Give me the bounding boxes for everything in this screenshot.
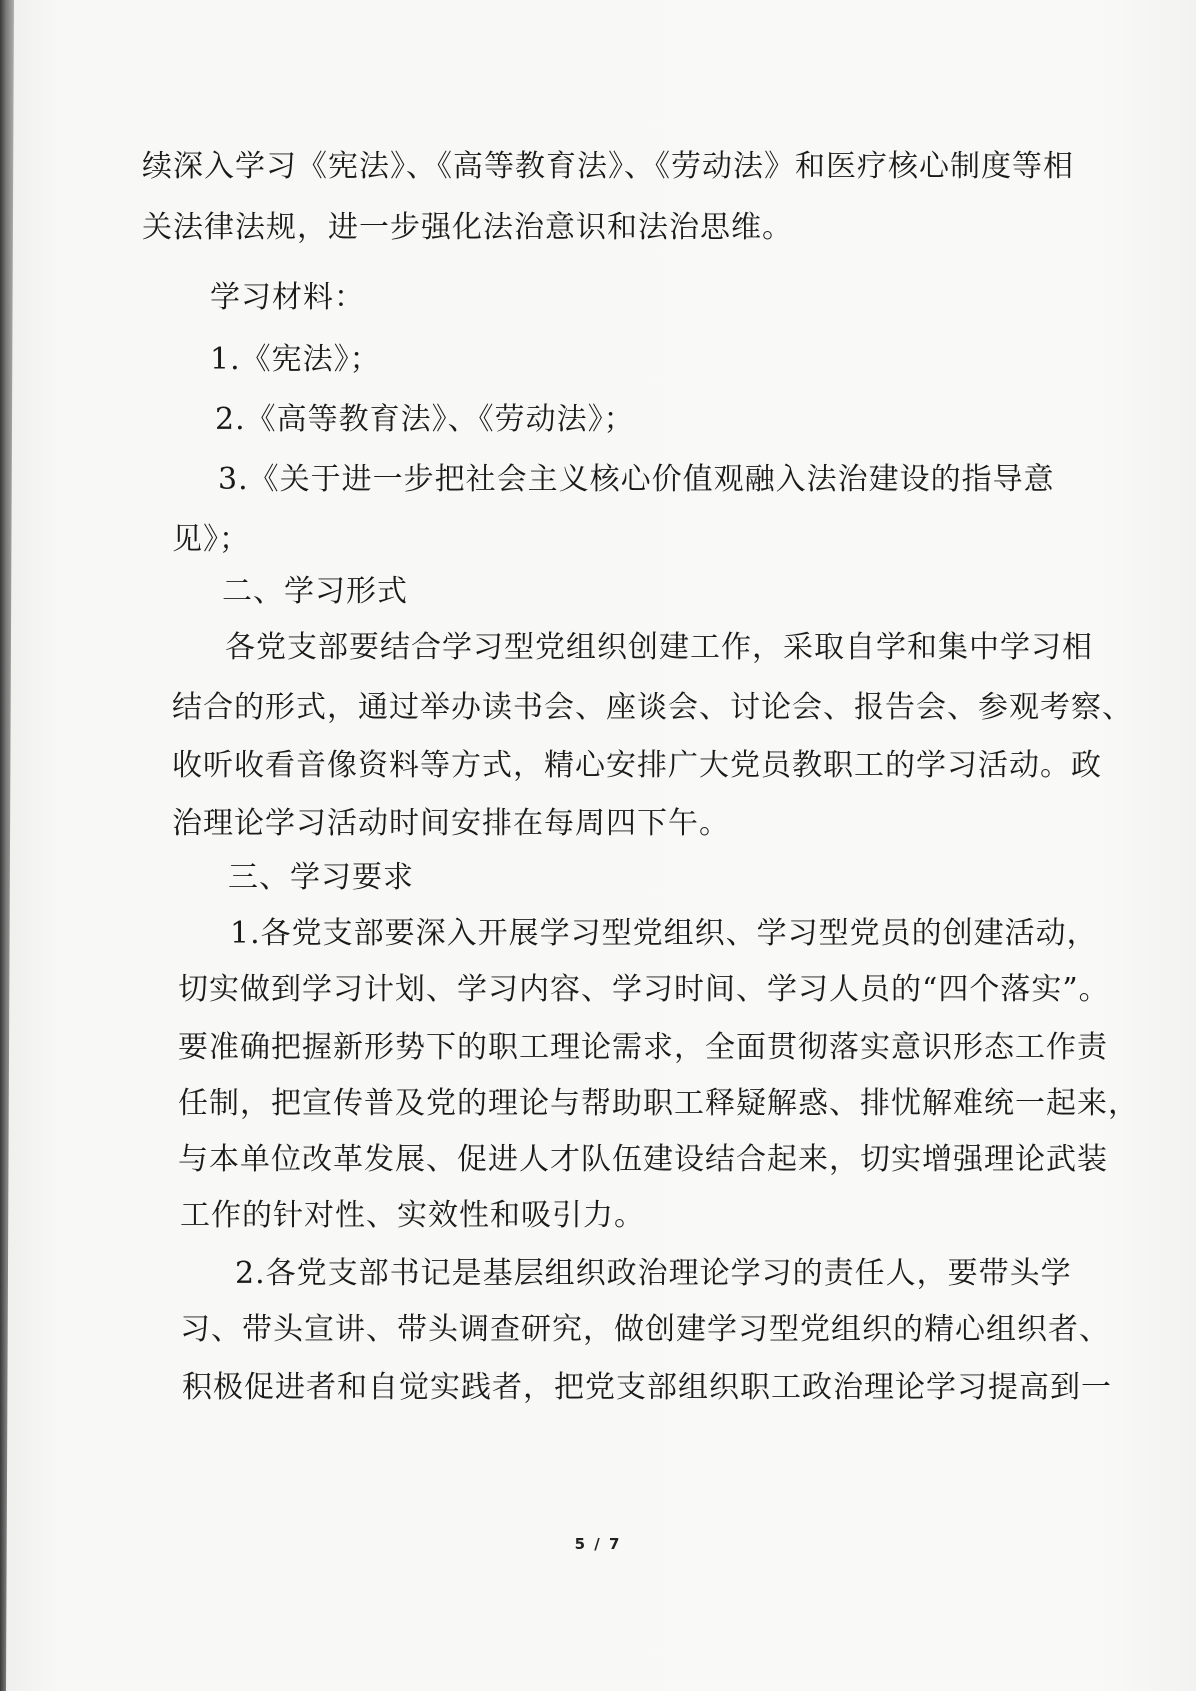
text-line-6: 3.《关于进一步把社会主义核心价值观融入法治建设的指导意 xyxy=(218,462,1055,497)
page-edge-shadow xyxy=(0,0,24,1691)
text-line-16: 要准确把握新形势下的职工理论需求，全面贯彻落实意识形态工作责 xyxy=(178,1030,1108,1065)
page-number: 5 / 7 xyxy=(574,1535,622,1553)
text-line-1: 续深入学习《宪法》、《高等教育法》、《劳动法》和医疗核心制度等相 xyxy=(142,149,1074,184)
text-line-7: 见》； xyxy=(172,522,250,557)
text-line-2: 关法律法规，进一步强化法治意识和法治思维。 xyxy=(142,210,793,245)
section-heading-3: 三、学习要求 xyxy=(228,860,414,895)
text-line-3: 学习材料： xyxy=(210,280,365,315)
text-line-12: 治理论学习活动时间安排在每周四下午。 xyxy=(172,806,730,841)
text-line-19: 工作的针对性、实效性和吸引力。 xyxy=(180,1198,645,1233)
text-line-20: 2.各党支部书记是基层组织政治理论学习的责任人，要带头学 xyxy=(235,1256,1072,1291)
text-line-5: 2.《高等教育法》、《劳动法》； xyxy=(215,402,635,437)
text-line-9: 各党支部要结合学习型党组织创建工作，采取自学和集中学习相 xyxy=(225,630,1093,665)
section-heading-2: 二、学习形式 xyxy=(222,574,408,609)
text-line-4: 1.《宪法》； xyxy=(210,342,381,377)
text-line-18: 与本单位改革发展、促进人才队伍建设结合起来，切实增强理论武装 xyxy=(178,1142,1108,1177)
text-line-10: 结合的形式，通过举办读书会、座谈会、讨论会、报告会、参观考察、 xyxy=(172,690,1133,725)
text-line-17: 任制，把宣传普及党的理论与帮助职工释疑解惑、排忧解难统一起来， xyxy=(178,1086,1139,1121)
text-line-11: 收听收看音像资料等方式，精心安排广大党员教职工的学习活动。政 xyxy=(172,748,1102,783)
text-line-15: 切实做到学习计划、学习内容、学习时间、学习人员的“四个落实”。 xyxy=(178,972,1110,1007)
text-line-14: 1.各党支部要深入开展学习型党组织、学习型党员的创建活动， xyxy=(230,916,1098,951)
text-line-21: 习、带头宣讲、带头调查研究，做创建学习型党组织的精心组织者、 xyxy=(180,1312,1110,1347)
text-line-22: 积极促进者和自觉实践者，把党支部组织职工政治理论学习提高到一 xyxy=(182,1370,1112,1405)
